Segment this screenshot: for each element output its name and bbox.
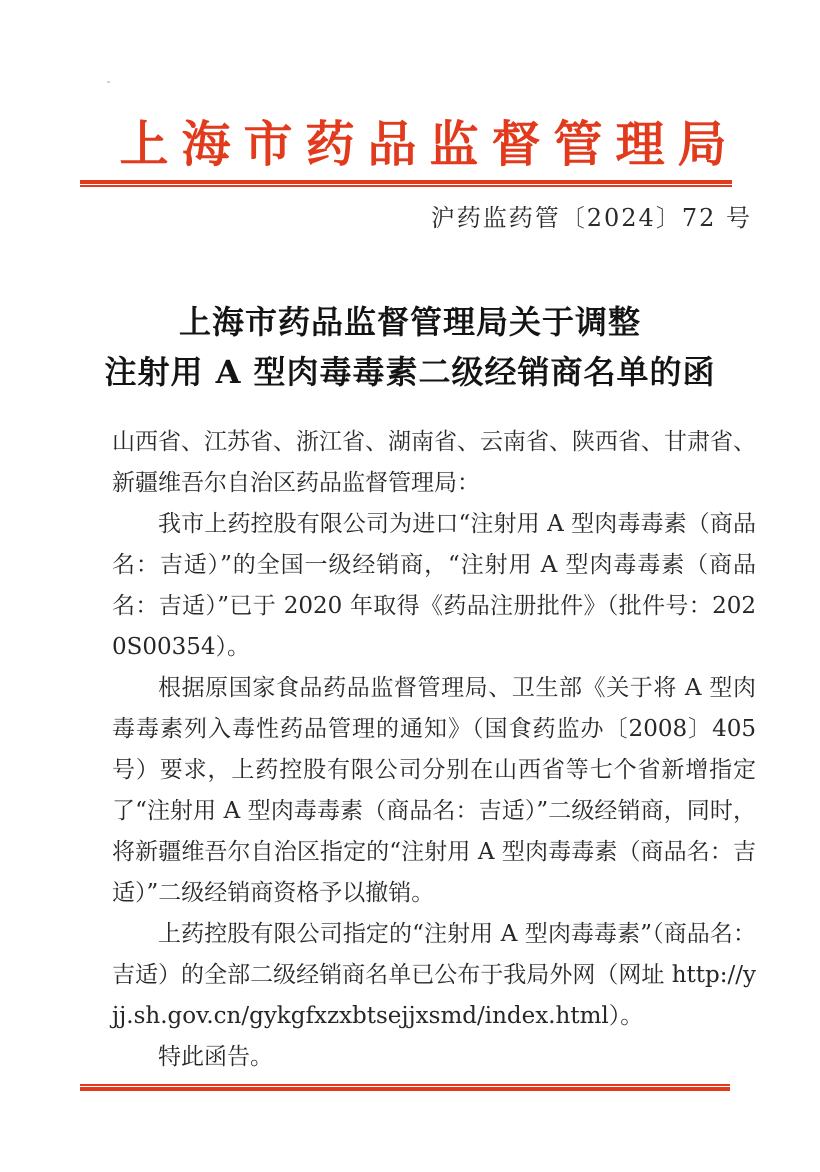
footer-rule-thick-line bbox=[80, 1087, 730, 1091]
header-double-rule bbox=[80, 180, 732, 187]
document-title-line-1: 上海市药品监督管理局关于调整 bbox=[178, 303, 641, 341]
footer-rule-thin-line bbox=[80, 1084, 730, 1086]
document-number: 沪药监药管〔2024〕72 号 bbox=[430, 204, 752, 232]
document-title-line-2: 注射用 A 型肉毒毒素二级经销商名单的函 bbox=[104, 353, 716, 391]
salutation-paragraph: 山西省、江苏省、浙江省、湖南省、云南省、陕西省、甘肃省、新疆维吾尔自治区药品监督管理局： bbox=[112, 429, 756, 496]
document-body bbox=[112, 422, 756, 1078]
agency-name-header: 上海市药品监督管理局 bbox=[119, 115, 740, 173]
footer-double-rule bbox=[80, 1084, 730, 1091]
body-paragraph-2: 根据原国家食品药品监督管理局、卫生部《关于将 A 型肉毒毒素列入毒性药品管理的通知》（国食药监办〔2008〕405 号）要求，上药控股有限公司分别在山西省等七个省新增指定了“注射用 A 型肉毒毒素（商品名：吉适）”二级经销商，同时，将新疆维吾尔自治区指定的“注射用 A 型肉毒毒素（商品名：吉适）”二级经销商资格予以撤销。 bbox=[112, 675, 756, 906]
document-title bbox=[0, 297, 820, 397]
header-rule-thick-line bbox=[80, 180, 732, 184]
scan-artifact-speck bbox=[107, 81, 110, 83]
closing-paragraph: 特此函告。 bbox=[158, 1044, 273, 1070]
header-rule-thin-line bbox=[80, 185, 732, 187]
body-paragraph-3: 上药控股有限公司指定的“注射用 A 型肉毒毒素”（商品名：吉适）的全部二级经销商名单已公布于我局外网（网址 http://yjj.sh.gov.cn/gykgfxzxbtsejjxsmd/index.html）。 bbox=[112, 921, 756, 1029]
body-paragraph-1: 我市上药控股有限公司为进口“注射用 A 型肉毒毒素（商品名：吉适）”的全国一级经销商，“注射用 A 型肉毒毒素（商品名：吉适）”已于 2020 年取得《药品注册批件》（批件号：2020S00354）。 bbox=[112, 511, 756, 660]
